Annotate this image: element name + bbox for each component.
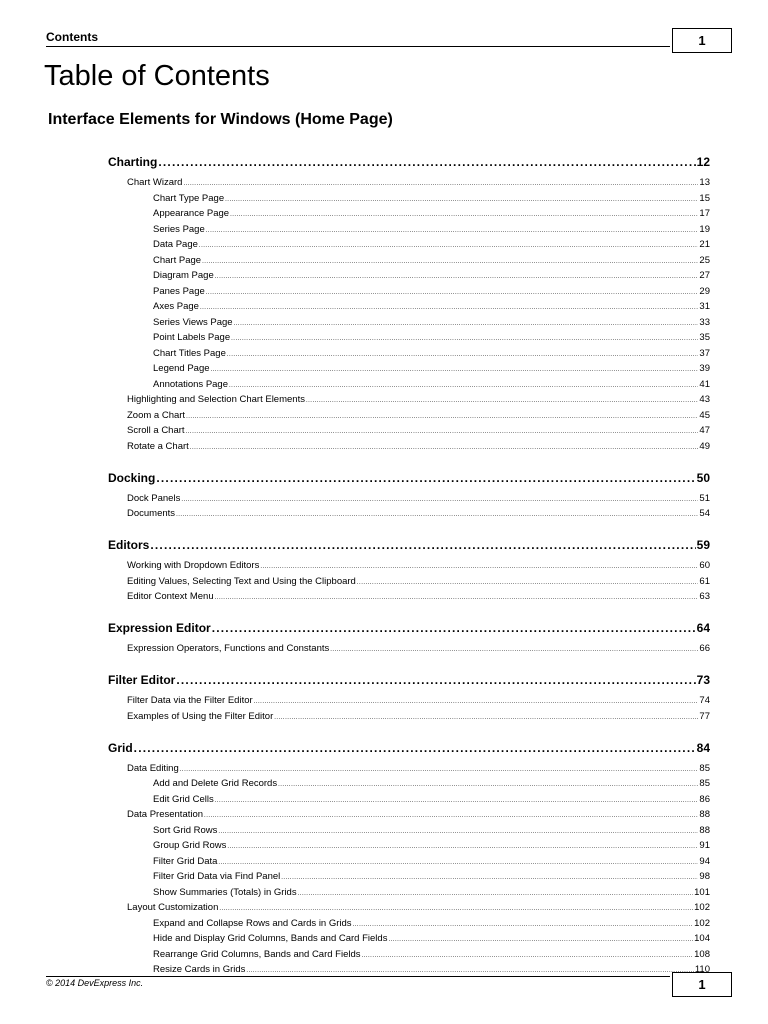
toc-page-number: 50 — [696, 470, 710, 485]
toc-entry-title: Series Views Page — [153, 316, 233, 328]
toc-page-number: 35 — [699, 332, 710, 343]
toc-entry[interactable] — [127, 763, 710, 774]
toc-leader-dots — [206, 228, 699, 234]
toc-page-number: 45 — [699, 409, 710, 421]
toc-page-number: 86 — [699, 793, 710, 805]
footer-rule — [46, 976, 670, 977]
toc-leader-dots — [225, 197, 698, 203]
toc-leader-dots — [234, 321, 699, 327]
toc-leader-dots — [353, 922, 694, 928]
toc-leader-dots — [190, 445, 699, 451]
toc-page-number: 19 — [699, 223, 710, 235]
toc-page-number: 88 — [699, 809, 710, 820]
toc-entry[interactable] — [153, 348, 710, 359]
toc-entry-title: Working with Dropdown Editors — [127, 560, 260, 571]
toc-entry[interactable] — [127, 425, 710, 436]
toc-entry[interactable] — [153, 286, 710, 297]
toc-section-entry[interactable] — [108, 155, 710, 169]
toc-entry-title: Chart Page — [153, 254, 202, 266]
toc-leader-dots — [186, 429, 699, 435]
toc-entry[interactable] — [127, 508, 710, 519]
toc-entry-title: Highlighting and Selection Chart Elements — [127, 394, 305, 405]
toc-leader-dots — [254, 699, 699, 705]
toc-page-number: 85 — [699, 762, 710, 774]
toc-entry-title: Appearance Page — [153, 208, 230, 219]
toc-entry[interactable] — [153, 270, 710, 281]
toc-page-number: 37 — [699, 347, 710, 359]
toc-entry-title: Show Summaries (Totals) in Grids — [153, 886, 297, 898]
toc-page-number: 49 — [699, 440, 710, 452]
toc-entry-title: Documents — [127, 508, 176, 519]
toc-entry[interactable] — [127, 576, 710, 587]
toc-leader-dots — [218, 860, 698, 866]
toc-entry-title: Docking — [108, 470, 156, 485]
toc-entry[interactable] — [127, 809, 710, 820]
toc-entry-title: Point Labels Page — [153, 332, 231, 343]
toc-entry-title: Diagram Page — [153, 270, 214, 281]
toc-entry[interactable] — [153, 933, 710, 944]
toc-entry[interactable] — [153, 317, 710, 328]
toc-leader-dots — [362, 953, 694, 959]
toc-entry-title: Series Page — [153, 223, 205, 235]
toc-entry[interactable] — [153, 871, 710, 882]
toc-entry-title: Data Page — [153, 239, 198, 250]
toc-leader-dots — [330, 647, 698, 653]
toc-page-number: 88 — [699, 824, 710, 836]
toc-entry-title: Legend Page — [153, 363, 210, 374]
copyright-text: © 2014 DevExpress Inc. — [46, 978, 144, 988]
toc-entry-title: Grid — [108, 740, 133, 755]
toc-page-number: 102 — [694, 917, 710, 929]
toc-entry-title: Resize Cards in Grids — [153, 964, 246, 975]
toc-entry-title: Editing Values, Selecting Text and Using the Clipboard — [127, 575, 356, 587]
toc-leader-dots — [215, 274, 699, 280]
toc-page-number: 98 — [699, 871, 710, 882]
footer-page-number: 1 — [672, 972, 732, 997]
toc-leader-dots — [388, 937, 693, 943]
toc-entry[interactable] — [153, 379, 710, 390]
toc-leader-dots — [274, 715, 698, 721]
toc-entry-title: Expand and Collapse Rows and Cards in Grids — [153, 917, 352, 929]
toc-entry-title: Group Grid Rows — [153, 840, 227, 851]
toc-leader-dots — [150, 538, 695, 552]
toc-leader-dots — [212, 621, 696, 635]
toc-entry[interactable] — [153, 224, 710, 235]
toc-entry[interactable] — [153, 778, 710, 789]
toc-leader-dots — [156, 471, 695, 485]
toc-entry-title: Zoom a Chart — [127, 409, 186, 421]
toc-entry[interactable] — [127, 441, 710, 452]
toc-page-number: 27 — [699, 270, 710, 281]
toc-page-number: 74 — [699, 695, 710, 706]
toc-page-number: 104 — [694, 933, 710, 944]
toc-page-number: 51 — [699, 492, 710, 504]
toc-leader-dots — [204, 813, 698, 819]
toc-entry-title: Sort Grid Rows — [153, 824, 218, 836]
toc-page-number: 60 — [699, 560, 710, 571]
toc-page-number: 77 — [699, 710, 710, 722]
toc-page-number: 41 — [699, 378, 710, 390]
toc-entry-title: Filter Editor — [108, 673, 176, 687]
toc-page-number: 61 — [699, 575, 710, 587]
page-footer — [46, 972, 732, 997]
toc-leader-dots — [180, 767, 699, 773]
toc-entry[interactable] — [127, 591, 710, 602]
toc-page-number: 102 — [694, 902, 710, 913]
toc-page-number: 39 — [699, 363, 710, 374]
toc-entry[interactable] — [153, 856, 710, 867]
toc-entry[interactable] — [127, 493, 710, 504]
toc-entry[interactable] — [153, 949, 710, 960]
toc-entry-title: Edit Grid Cells — [153, 793, 214, 805]
toc-entry[interactable] — [127, 394, 710, 405]
toc-entry[interactable] — [153, 332, 710, 343]
toc-leader-dots — [231, 336, 698, 342]
toc-leader-dots — [186, 414, 698, 420]
toc-entry[interactable] — [153, 918, 710, 929]
toc-entry-title: Expression Operators, Functions and Constants — [127, 643, 330, 654]
toc-page-number: 33 — [699, 316, 710, 328]
toc-leader-dots — [215, 595, 699, 601]
toc-entry-title: Rearrange Grid Columns, Bands and Card Fields — [153, 948, 361, 960]
toc-entry-title: Panes Page — [153, 285, 205, 297]
toc-leader-dots — [229, 383, 698, 389]
toc-section-entry[interactable] — [108, 538, 710, 552]
toc-entry-title: Filter Data via the Filter Editor — [127, 695, 253, 706]
page-header — [46, 28, 732, 48]
toc-entry[interactable] — [127, 177, 710, 188]
toc-leader-dots — [183, 181, 698, 187]
toc-entry-title: Charting — [108, 155, 158, 169]
toc-entry[interactable] — [127, 902, 710, 913]
toc-page-number: 94 — [699, 855, 710, 867]
toc-entry-title: Chart Titles Page — [153, 347, 226, 359]
toc-entry[interactable] — [153, 887, 710, 898]
toc-leader-dots — [230, 212, 698, 218]
toc-entry[interactable] — [153, 363, 710, 374]
page-title: Table of Contents — [44, 60, 270, 92]
toc-page-number: 85 — [699, 778, 710, 789]
toc-entry[interactable] — [127, 643, 710, 654]
toc-page-number: 101 — [694, 886, 710, 898]
toc-page-number: 12 — [696, 155, 710, 169]
toc-page-number: 63 — [699, 591, 710, 602]
toc-entry[interactable] — [127, 711, 710, 722]
toc-entry-title: Add and Delete Grid Records — [153, 778, 278, 789]
toc-leader-dots — [158, 155, 695, 169]
toc-page-number: 47 — [699, 425, 710, 436]
toc-entry-title: Editors — [108, 538, 150, 552]
toc-entry[interactable] — [153, 794, 710, 805]
toc-leader-dots — [206, 290, 699, 296]
toc-page-number: 17 — [699, 208, 710, 219]
toc-page-number: 91 — [699, 840, 710, 851]
toc-entry-title: Data Editing — [127, 762, 179, 774]
toc-entry-title: Filter Grid Data via Find Panel — [153, 871, 281, 882]
toc-page-number: 31 — [699, 301, 710, 312]
toc-page-number: 15 — [699, 192, 710, 204]
toc-entry-title: Editor Context Menu — [127, 591, 214, 602]
toc-section-entry[interactable] — [108, 673, 710, 687]
toc-entry[interactable] — [153, 255, 710, 266]
toc-page-number: 59 — [696, 538, 710, 552]
toc-leader-dots — [306, 398, 698, 404]
running-header-title: Contents — [46, 30, 98, 44]
toc-page-number: 73 — [696, 673, 710, 687]
toc-leader-dots — [134, 741, 696, 755]
toc-entry-title: Rotate a Chart — [127, 440, 189, 452]
toc-leader-dots — [227, 352, 699, 358]
toc-entry[interactable] — [127, 410, 710, 421]
toc-page-number: 21 — [699, 239, 710, 250]
toc-section-entry[interactable] — [108, 621, 710, 635]
toc-entry[interactable] — [153, 840, 710, 851]
toc-page-number: 110 — [694, 964, 710, 975]
toc-entry-title: Filter Grid Data — [153, 855, 218, 867]
toc-leader-dots — [176, 673, 695, 687]
toc-page-number: 84 — [696, 740, 710, 755]
toc-entry[interactable] — [153, 301, 710, 312]
toc-page-number: 29 — [699, 285, 710, 297]
toc-page-number: 64 — [696, 621, 710, 635]
toc-section-entry[interactable] — [108, 741, 710, 755]
toc-leader-dots — [218, 829, 698, 835]
toc-entry[interactable] — [153, 239, 710, 250]
toc-entry-title: Data Presentation — [127, 809, 204, 820]
toc-leader-dots — [298, 891, 694, 897]
toc-leader-dots — [211, 367, 699, 373]
toc-page-number: 54 — [699, 508, 710, 519]
toc-entry-title: Scroll a Chart — [127, 425, 185, 436]
toc-entry[interactable] — [127, 695, 710, 706]
toc-leader-dots — [281, 875, 698, 881]
toc-page-number: 25 — [699, 254, 710, 266]
header-page-number: 1 — [672, 28, 732, 53]
toc-entry-title: Hide and Display Grid Columns, Bands and Card Fields — [153, 933, 388, 944]
toc-leader-dots — [278, 782, 698, 788]
toc-entry[interactable] — [153, 208, 710, 219]
toc-entry[interactable] — [153, 825, 710, 836]
toc-entry-title: Axes Page — [153, 301, 199, 312]
toc-leader-dots — [357, 580, 699, 586]
toc-entry[interactable] — [153, 193, 710, 204]
toc-leader-dots — [202, 259, 698, 265]
toc-leader-dots — [260, 564, 698, 570]
toc-leader-dots — [176, 512, 698, 518]
toc-entry-title: Expression Editor — [108, 621, 211, 635]
toc-entry-title: Annotations Page — [153, 378, 229, 390]
toc-leader-dots — [215, 798, 699, 804]
toc-entry-title: Dock Panels — [127, 492, 181, 504]
toc-section-entry[interactable] — [108, 471, 710, 485]
toc-entry-title: Layout Customization — [127, 902, 219, 913]
toc-page-number: 108 — [694, 948, 710, 960]
toc-leader-dots — [227, 844, 698, 850]
toc-page-number: 13 — [699, 177, 710, 188]
toc-leader-dots — [199, 243, 699, 249]
toc-page-number: 66 — [699, 643, 710, 654]
toc-entry-title: Chart Wizard — [127, 177, 183, 188]
toc-entry[interactable] — [127, 560, 710, 571]
toc-page-number: 43 — [699, 394, 710, 405]
section-title: Interface Elements for Windows (Home Page) — [48, 111, 393, 128]
toc-leader-dots — [219, 906, 693, 912]
toc-entry-title: Chart Type Page — [153, 192, 225, 204]
toc-leader-dots — [200, 305, 698, 311]
header-rule — [46, 46, 670, 47]
toc-leader-dots — [181, 497, 698, 503]
toc-entry-title: Examples of Using the Filter Editor — [127, 710, 274, 722]
